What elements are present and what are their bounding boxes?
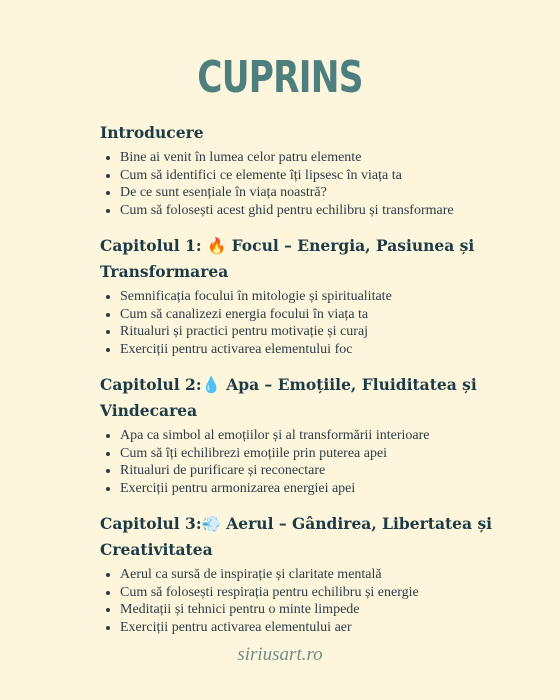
list-item: • Meditații și tehnici pentru o minte limpede <box>120 601 500 619</box>
section-introduction <box>100 120 500 219</box>
section-items <box>100 566 500 636</box>
list-item: • Apa ca simbol al emoțiilor și al transformării interioare <box>120 427 500 445</box>
page-title: CUPRINS <box>197 52 363 103</box>
list-item: • De ce sunt esențiale în viața noastră? <box>120 184 500 202</box>
section-heading: Capitolul 3:💨 Aerul – Gândirea, Libertatea și Creativitatea <box>100 514 493 559</box>
website-footer: siriusart.ro <box>237 644 323 665</box>
list-item: • Cum să canalizezi energia focului în viața ta <box>120 306 500 324</box>
table-of-contents <box>100 120 500 650</box>
list-item: • Cum să îți echilibrezi emoțiile prin puterea apei <box>120 445 500 463</box>
section-chapter-2 <box>100 372 500 497</box>
section-chapter-1 <box>100 233 500 358</box>
list-item: • Bine ai venit în lumea celor patru elemente <box>120 149 500 167</box>
section-items <box>100 288 500 358</box>
list-item: • Exerciții pentru activarea elementului aer <box>120 619 500 637</box>
list-item: • Exerciții pentru armonizarea energiei apei <box>120 480 500 498</box>
list-item: • Cum să folosești respirația pentru echilibru și energie <box>120 584 500 602</box>
section-items <box>100 149 500 219</box>
list-item: • Aerul ca sursă de inspirație și claritate mentală <box>120 566 500 584</box>
section-items <box>100 427 500 497</box>
list-item: • Exerciții pentru activarea elementului foc <box>120 341 500 359</box>
section-heading: Introducere <box>100 123 204 142</box>
list-item: • Ritualuri de purificare și reconectare <box>120 462 500 480</box>
section-heading: Capitolul 1: 🔥 Focul – Energia, Pasiunea și Transformarea <box>100 236 475 281</box>
list-item: • Ritualuri și practici pentru motivație și curaj <box>120 323 500 341</box>
section-heading: Capitolul 2:💧 Apa – Emoțiile, Fluiditatea și Vindecarea <box>100 375 477 420</box>
list-item: • Semnificația focului în mitologie și spiritualitate <box>120 288 500 306</box>
list-item: • Cum să identifici ce elemente îți lipsesc în viața ta <box>120 167 500 185</box>
section-chapter-3 <box>100 511 500 636</box>
list-item: • Cum să folosești acest ghid pentru echilibru și transformare <box>120 202 500 220</box>
